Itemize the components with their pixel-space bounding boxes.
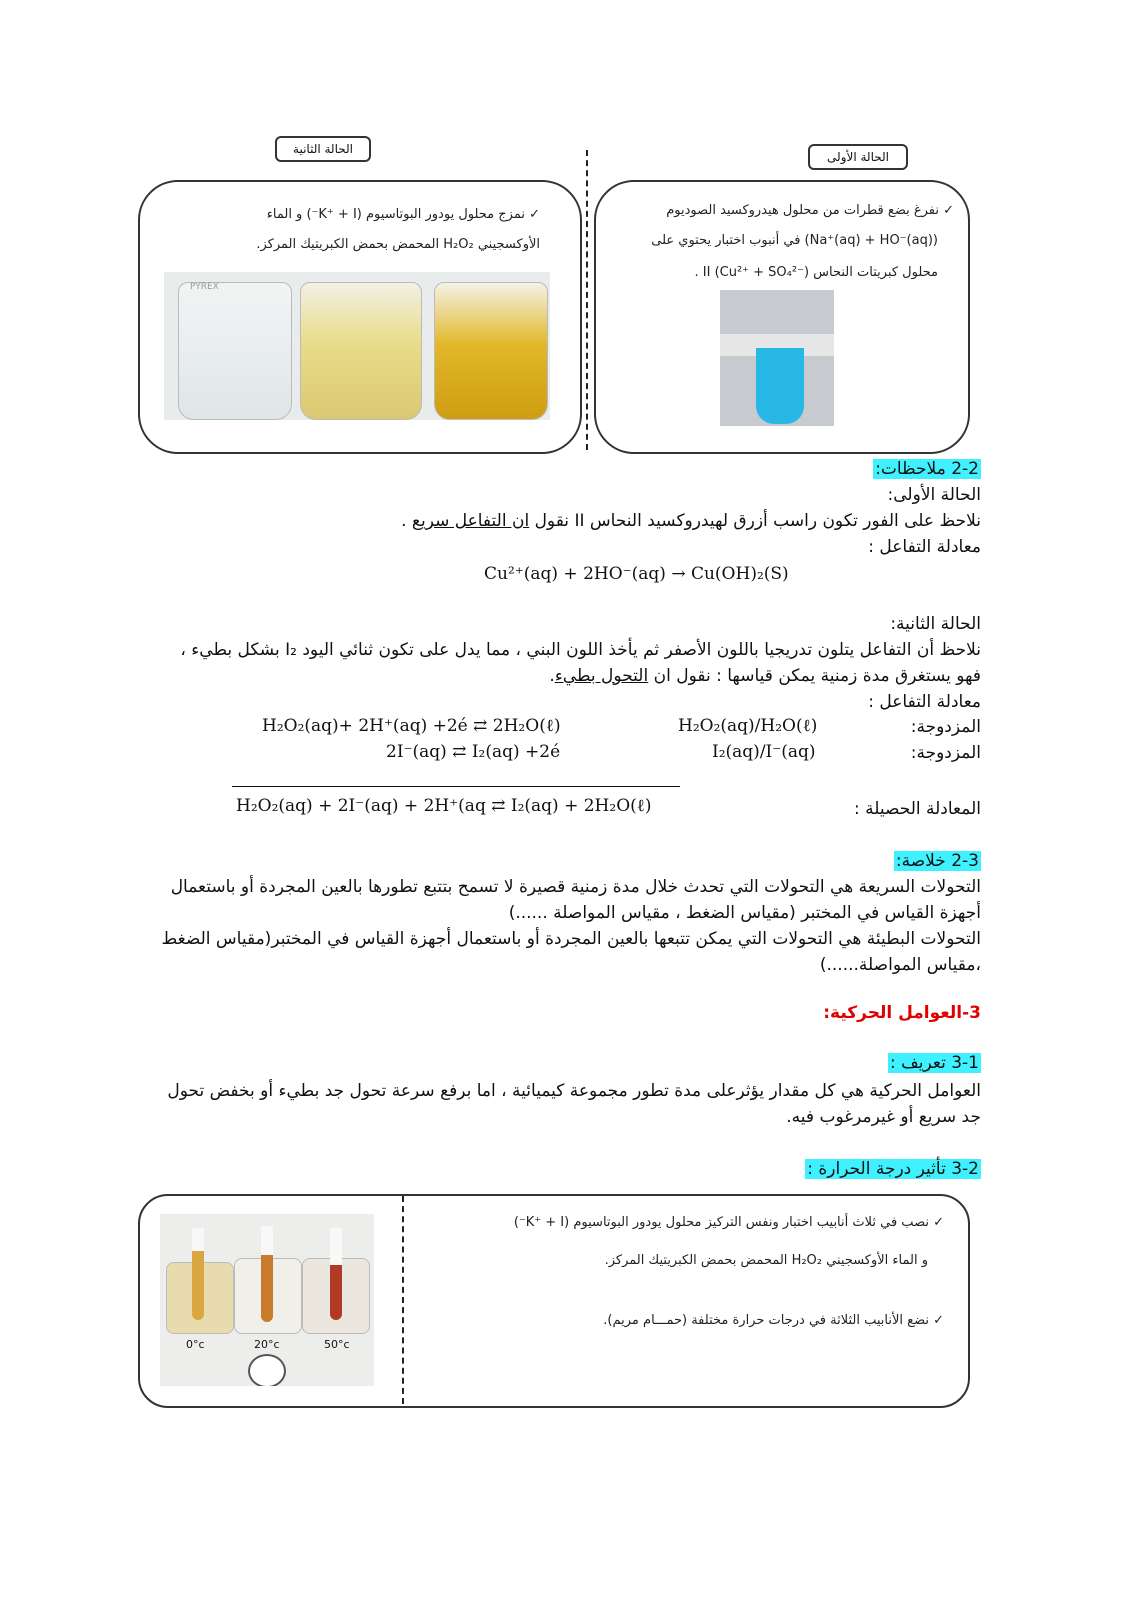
heading-3: 3-العوامل الحركية: (823, 1003, 981, 1023)
summary-line-4: ،مقياس المواصلة......) (819, 955, 981, 975)
couple-label-1: المزدوجة: (910, 717, 981, 737)
heading-2-3: 2-3 خلاصة: (895, 851, 979, 871)
temp-text-1: ✓ نصب في ثلاث أنابيب اختبار ونفس التركيز محلول يودور البوتاسيوم (K⁺ + I⁻) (513, 1215, 944, 1230)
case2-observation-1: نلاحظ أن التفاعل يتلون تدريجيا باللون الأصفر ثم يأخذ اللون البني ، مما يدل على تكون ثنائي اليود I₂ بشكل بطيء ، (180, 640, 981, 660)
temp-label-0: 0°c (186, 1338, 205, 1351)
case1-text-3: محلول كبريتات النحاس II (Cu²⁺ + SO₄²⁻) . (694, 265, 938, 280)
heading-2-2: 2-2 ملاحظات: (875, 459, 979, 479)
blue-precipitate (756, 348, 804, 424)
case2-label: الحالة الثانية (275, 136, 371, 162)
couple-label-2: المزدوجة: (910, 743, 981, 763)
summary-line-1: التحولات السريعة هي التحولات التي تحدث خلال مدة زمنية قصيرة لا تسمح بتتبع تطورها بالعين المجردة أو باستعمال (170, 877, 981, 897)
half-equation-1: H₂O₂(aq)+ 2H⁺(aq) +2é ⇄ 2H₂O(ℓ) (262, 716, 561, 736)
summary-line-3: التحولات البطيئة هي التحولات التي يمكن تتبعها بالعين المجردة أو باستعمال أجهزة القياس في المختبر(مقياس الضغط (161, 929, 981, 949)
equation-cu: Cu²⁺(aq) + 2HO⁻(aq) → Cu(OH)₂(S) (484, 564, 789, 584)
case1-title: الحالة الأولى: (887, 485, 981, 505)
eq-label-1: معادلة التفاعل : (868, 537, 981, 557)
tube-50c (330, 1228, 342, 1320)
beaker-light-yellow (300, 282, 422, 420)
temperature-divider (402, 1196, 404, 1404)
tube-20c (261, 1226, 273, 1322)
temp-label-50: 50°c (324, 1338, 350, 1351)
case1-frame (594, 180, 970, 454)
summary-line-2: أجهزة القياس في المختبر (مقياس الضغط ، مقياس المواصلة ......) (508, 903, 981, 923)
beaker-clear (178, 282, 292, 420)
half-equation-2: 2I⁻(aq) ⇄ I₂(aq) +2é (386, 742, 561, 762)
test-tube-photo (720, 290, 834, 426)
temp-label-20: 20°c (254, 1338, 280, 1351)
case1-text-1: ✓ نفرغ بضع قطرات من محلول هيدروكسيد الصوديوم (666, 203, 954, 218)
case1-text-2: (Na⁺(aq) + HO⁻(aq)) في أنبوب اختبار يحتوي على (651, 233, 938, 248)
case2-observation-2: فهو يستغرق مدة زمنية يمكن قياسها : نقول ان التحول بطيء. (549, 666, 981, 686)
figure-divider (586, 150, 588, 450)
temp-text-2: و الماء الأوكسجيني H₂O₂ المحمض بحمض الكبريتيك المركز. (604, 1253, 928, 1268)
beaker-label: PYREX (190, 282, 219, 292)
tube-0c (192, 1228, 204, 1320)
case2-title: الحالة الثانية: (890, 614, 981, 634)
case1-label: الحالة الأولى (808, 144, 908, 170)
couple-2: I₂(aq)/I⁻(aq) (712, 742, 816, 762)
beaker-yellow (434, 282, 548, 420)
case1-observation: نلاحظ على الفور تكون راسب أزرق لهيدروكسيد النحاس II نقول ان التفاعل سريع . (401, 511, 981, 531)
case2-text-2: الأوكسجيني H₂O₂ المحمض بحمض الكبريتيك المركز. (256, 237, 540, 252)
eq-label-2: معادلة التفاعل : (868, 692, 981, 712)
couple-1: H₂O₂(aq)/H₂O(ℓ) (678, 716, 818, 736)
case2-text-1: ✓ نمزج محلول يودور البوتاسيوم (K⁺ + I⁻) و الماء (266, 207, 540, 222)
global-eq-label: المعادلة الحصيلة : (853, 799, 981, 819)
heading-3-1: 3-1 تعريف : (890, 1053, 979, 1073)
global-equation: H₂O₂(aq) + 2I⁻(aq) + 2H⁺(aq ⇄ I₂(aq) + 2H₂O(ℓ) (236, 796, 652, 816)
stopwatch-icon (248, 1354, 286, 1386)
beakers-photo (164, 272, 550, 420)
definition-line-1: العوامل الحركية هي كل مقدار يؤثرعلى مدة تطور مجموعة كيميائية ، اما برفع سرعة تحول جد بطيء أو بخفض تحول (167, 1081, 981, 1101)
equation-rule (232, 786, 680, 787)
temperature-photo (160, 1214, 374, 1386)
definition-line-2: جد سريع أو غيرمرغوب فيه. (786, 1107, 981, 1127)
case2-frame (138, 180, 582, 454)
temperature-frame (138, 1194, 970, 1408)
heading-3-2: 3-2 تأثير درجة الحرارة : (807, 1159, 979, 1179)
temp-text-3: ✓ نضع الأنابيب الثلاثة في درجات حرارة مختلفة (حمـــام مريم). (603, 1313, 944, 1328)
